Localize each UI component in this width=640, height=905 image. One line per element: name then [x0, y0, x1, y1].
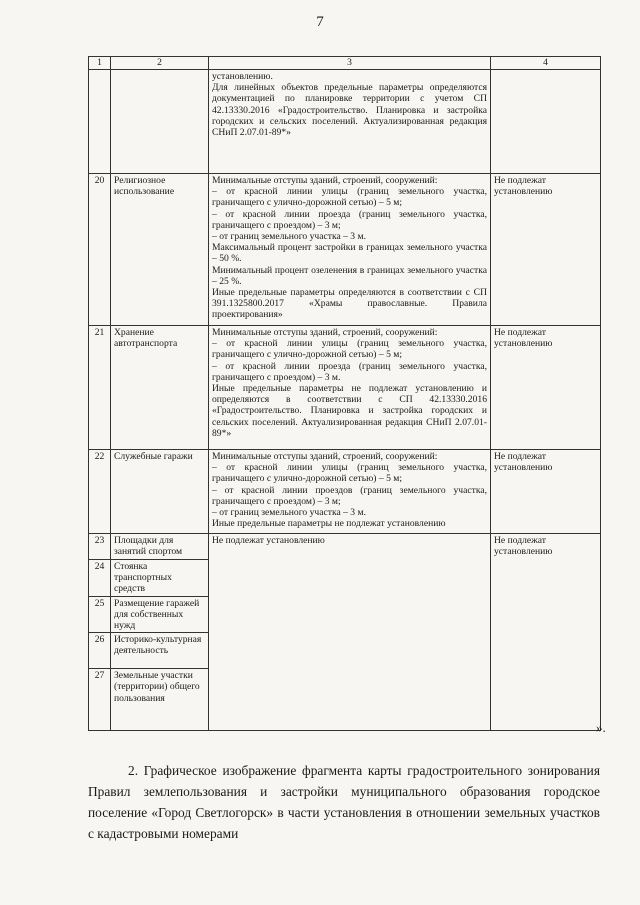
use-name: Религиозное использование — [111, 174, 209, 326]
column-4: Не подлежат установлению — [491, 450, 601, 534]
parameter-line: Иные предельные параметры не подлежат установлению и определяются в соответствии с СП 42.13330.2016 «Градостроительство. Планировка и застройка городских и сельских поселений. Актуализированная редакция СНиП 2.07.01-89*» — [212, 383, 487, 439]
page-number: 7 — [316, 14, 324, 30]
row-number: 21 — [89, 326, 111, 450]
table-header-row — [89, 57, 601, 70]
parameter-line: Для линейных объектов предельные параметры определяются документацией по планировке территории с учетом СП 42.13330.2016 «Градостроительство. Планировка и застройка городских и сельских поселений. Актуализированная редакция СНиП 2.07.01-89*» — [212, 82, 487, 139]
row-number: 24 — [89, 560, 111, 597]
row-number: 20 — [89, 174, 111, 326]
row-number: 27 — [89, 669, 111, 731]
use-name: Хранение автотранспорта — [111, 326, 209, 450]
row-number: 25 — [89, 596, 111, 633]
table-row — [89, 326, 601, 450]
parameters: Не подлежат установлению — [209, 534, 491, 731]
use-name: Историко-культурная деятельность — [111, 633, 209, 669]
closing-quote: ». — [596, 720, 606, 735]
row-number: 26 — [89, 633, 111, 669]
table-row — [89, 534, 601, 560]
column-4: Не подлежат установлению — [491, 534, 601, 731]
table-row — [89, 174, 601, 326]
parameter-line: – от красной линии проезда (границ земельного участка, граничащего с проездом) – 3 м. — [212, 360, 487, 383]
parameters — [209, 70, 491, 174]
parameter-line: – от границ земельного участка – 3 м. — [212, 231, 366, 243]
parameters — [209, 326, 491, 450]
parameters — [209, 174, 491, 326]
parameter-line: – от красной линии проезда (границ земельного участка, граничащего с проездом) – 3 м; — [212, 208, 487, 231]
parameter-line: – от красной линии улицы (границ земельного участка, граничащего с улично-дорожной сетью) – 5 м; — [212, 186, 487, 209]
header-cell: 2 — [111, 57, 209, 70]
use-name: Служебные гаражи — [111, 450, 209, 534]
use-name: Стоянка транспортных средств — [111, 560, 209, 597]
parameter-line: Максимальный процент застройки в границах земельного участка – 50 %. — [212, 242, 487, 265]
parameter-line: – от красной линии улицы (границ земельного участка, граничащего с улично-дорожной сетью) – 5 м; — [212, 462, 487, 485]
use-name: Площадки для занятий спортом — [111, 534, 209, 560]
parameter-line: Минимальный процент озеленения в границах земельного участка – 25 %. — [212, 264, 487, 287]
table-row — [89, 70, 601, 174]
use-name: Земельные участки (территории) общего пользования — [111, 669, 209, 731]
header-cell: 1 — [89, 57, 111, 70]
parameter-line: – от границ земельного участка – 3 м. — [212, 507, 366, 519]
column-4: Не подлежат установлению — [491, 326, 601, 450]
use-name — [111, 70, 209, 174]
column-4 — [491, 70, 601, 174]
parameter-line: Иные предельные параметры определяются в соответствии с СП 391.1325800.2017 «Храмы православные. Правила проектирования» — [212, 287, 487, 321]
column-4: Не подлежат установлению — [491, 174, 601, 326]
parameter-line: установлению. — [212, 71, 273, 82]
row-number: 23 — [89, 534, 111, 560]
paragraph-2: 2. Графическое изображение фрагмента карты градостроительного зонирования Правил землепользования и застройки муниципального образования городское поселение «Город Светлогорск» в части установления в отношении земельных участков с кадастровыми номерами — [88, 763, 600, 841]
use-name: Размещение гаражей для собственных нужд — [111, 596, 209, 633]
parameter-line: Минимальные отступы зданий, строений, сооружений: — [212, 451, 438, 462]
parameters — [209, 450, 491, 534]
row-number — [89, 70, 111, 174]
regulation-table — [88, 56, 601, 731]
parameter-line: Минимальные отступы зданий, строений, сооружений: — [212, 175, 438, 186]
parameter-line: – от красной линии проездов (границ земельного участка, граничащего с проездом) – 3 м; — [212, 484, 487, 507]
parameter-line: – от красной линии улицы (границ земельного участка, граничащего с улично-дорожной сетью) – 5 м; — [212, 338, 487, 361]
header-cell: 4 — [491, 57, 601, 70]
parameter-line: Иные предельные параметры не подлежат установлению — [212, 518, 446, 530]
parameter-line: Минимальные отступы зданий, строений, сооружений: — [212, 327, 438, 338]
table-row — [89, 450, 601, 534]
row-number: 22 — [89, 450, 111, 534]
header-cell: 3 — [209, 57, 491, 70]
